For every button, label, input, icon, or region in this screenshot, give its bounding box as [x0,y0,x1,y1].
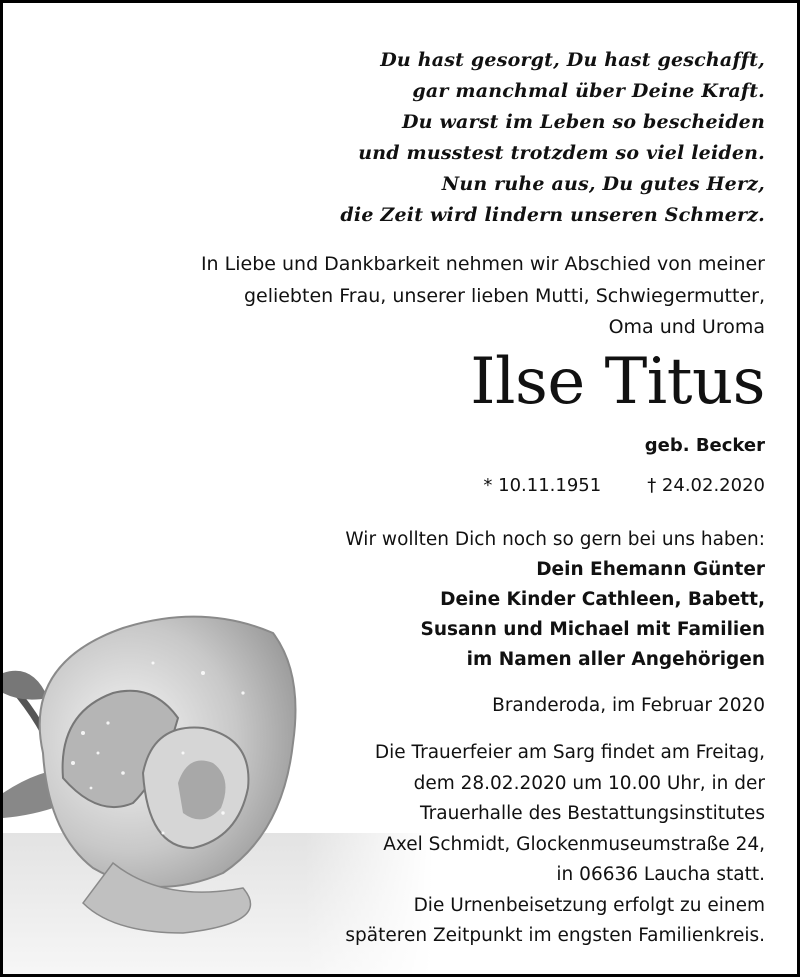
funeral-line: Die Urnenbeisetzung erfolgt zu einem [413,894,765,916]
poem-line: und musstest trotzdem so viel leiden. [358,142,765,164]
intro-line: Oma und Uroma [608,316,765,338]
place-date: Branderoda, im Februar 2020 [492,695,765,716]
deceased-name: Ilse Titus [470,345,765,419]
poem-line: die Zeit wird lindern unseren Schmerz. [340,204,765,226]
mourners-list [421,555,765,675]
funeral-line: dem 28.02.2020 um 10.00 Uhr, in der [413,772,765,794]
birth-date: * 10.11.1951 [483,475,602,496]
intro-line: In Liebe und Dankbarkeit nehmen wir Abschied von meiner [200,253,765,275]
funeral-line: Die Trauerfeier am Sarg findet am Freitag, [374,742,765,763]
intro-text [201,249,765,344]
maiden-name: geb. Becker [644,435,765,456]
mourner-line: Susann und Michael mit Familien [420,619,765,640]
funeral-line: Axel Schmidt, Glockenmuseumstraße 24, [383,833,765,855]
poem-line: gar manchmal über Deine Kraft. [412,80,765,102]
funeral-line: in 06636 Laucha statt. [556,864,765,885]
funeral-line: Trauerhalle des Bestattungsinstitutes [420,803,765,824]
life-dates [483,471,765,501]
mourner-line: Dein Ehemann Günter [536,559,765,580]
poem-line: Du hast gesorgt, Du hast geschafft, [380,49,765,71]
mourners-intro: Wir wollten Dich noch so gern bei uns haben: [345,529,765,550]
death-date: † 24.02.2020 [647,475,765,496]
mourner-line: im Namen aller Angehörigen [466,649,765,670]
funeral-details [345,738,765,952]
poem-line: Nun ruhe aus, Du gutes Herz, [441,173,765,195]
poem [340,45,765,231]
poem-line: Du warst im Leben so bescheiden [402,111,765,133]
funeral-line: späteren Zeitpunkt im engsten Familienkreis. [345,925,765,946]
mourner-line: Deine Kinder Cathleen, Babett, [440,589,765,610]
intro-line: geliebten Frau, unserer lieben Mutti, Schwiegermutter, [243,284,765,307]
